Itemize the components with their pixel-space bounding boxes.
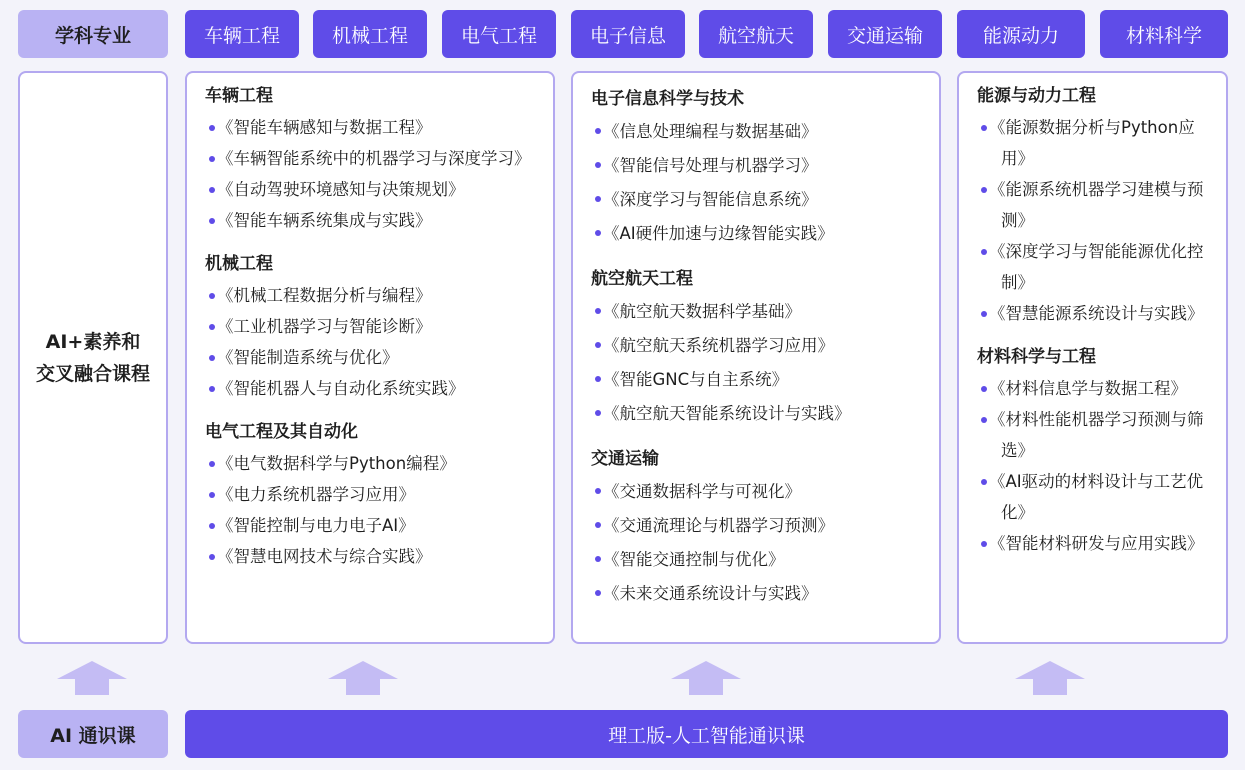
section-transportation [591, 447, 923, 611]
course-item: 《机械工程数据分析与编程》 [205, 280, 537, 311]
course-item: 《智能信号处理与机器学习》 [591, 149, 923, 183]
course-item: 《电气数据科学与Python编程》 [205, 448, 537, 479]
course-item: 《交通数据科学与可视化》 [591, 475, 923, 509]
course-item: 《AI驱动的材料设计与工艺优化》 [977, 466, 1214, 528]
category-label: 学科专业 [18, 10, 168, 58]
course-item: 《智能交通控制与优化》 [591, 543, 923, 577]
course-panel-3 [957, 71, 1228, 644]
course-item: 《车辆智能系统中的机器学习与深度学习》 [205, 143, 537, 174]
course-panel-2 [571, 71, 941, 644]
course-item: 《材料信息学与数据工程》 [977, 373, 1214, 404]
course-item: 《智慧能源系统设计与实践》 [977, 298, 1214, 329]
tab-energy-power[interactable]: 能源动力 [957, 10, 1085, 58]
tab-aerospace[interactable]: 航空航天 [699, 10, 813, 58]
tab-mechanical-engineering[interactable]: 机械工程 [313, 10, 427, 58]
course-item: 《深度学习与智能信息系统》 [591, 183, 923, 217]
section-electronic-information [591, 87, 923, 251]
tab-vehicle-engineering[interactable]: 车辆工程 [185, 10, 299, 58]
section-title: 电气工程及其自动化 [205, 422, 358, 442]
section-title: 机械工程 [205, 254, 273, 274]
course-item: 《航空航天系统机器学习应用》 [591, 329, 923, 363]
course-item: 《智能机器人与自动化系统实践》 [205, 373, 537, 404]
course-item: 《交通流理论与机器学习预测》 [591, 509, 923, 543]
course-item: 《电力系统机器学习应用》 [205, 479, 537, 510]
section-title: 电子信息科学与技术 [591, 89, 744, 109]
section-title: 交通运输 [591, 449, 659, 469]
section-title: 航空航天工程 [591, 269, 693, 289]
course-item: 《能源数据分析与Python应用》 [977, 112, 1214, 174]
tab-materials-science[interactable]: 材料科学 [1100, 10, 1228, 58]
course-item: 《信息处理编程与数据基础》 [591, 115, 923, 149]
tab-electrical-engineering[interactable]: 电气工程 [442, 10, 556, 58]
cross-discipline-panel [18, 71, 168, 644]
course-item: 《航空航天智能系统设计与实践》 [591, 397, 923, 431]
course-item: 《智能材料研发与应用实践》 [977, 528, 1214, 559]
section-title: 能源与动力工程 [977, 86, 1096, 106]
course-item: 《材料性能机器学习预测与筛选》 [977, 404, 1214, 466]
tab-transportation[interactable]: 交通运输 [828, 10, 942, 58]
course-item: 《智能车辆感知与数据工程》 [205, 112, 537, 143]
engineering-ai-course-bar[interactable]: 理工版-人工智能通识课 [185, 710, 1228, 758]
course-item: 《智能制造系统与优化》 [205, 342, 537, 373]
course-item: 《智能控制与电力电子AI》 [205, 510, 537, 541]
tab-electronic-information[interactable]: 电子信息 [571, 10, 685, 58]
section-energy-power [977, 84, 1214, 329]
section-title: 车辆工程 [205, 86, 273, 106]
up-arrow-icon [328, 661, 398, 695]
section-electrical-engineering [205, 420, 537, 572]
course-item: 《智能车辆系统集成与实践》 [205, 205, 537, 236]
section-materials-science [977, 345, 1214, 559]
up-arrow-icon [57, 661, 127, 695]
section-vehicle-engineering [205, 84, 537, 236]
course-item: 《AI硬件加速与边缘智能实践》 [591, 217, 923, 251]
course-item: 《航空航天数据科学基础》 [591, 295, 923, 329]
section-mechanical-engineering [205, 252, 537, 404]
course-item: 《能源系统机器学习建模与预测》 [977, 174, 1214, 236]
course-item: 《未来交通系统设计与实践》 [591, 577, 923, 611]
course-item: 《自动驾驶环境感知与决策规划》 [205, 174, 537, 205]
course-item: 《智慧电网技术与综合实践》 [205, 541, 537, 572]
section-aerospace-engineering [591, 267, 923, 431]
course-item: 《工业机器学习与智能诊断》 [205, 311, 537, 342]
course-item: 《智能GNC与自主系统》 [591, 363, 923, 397]
ai-general-course-label: AI 通识课 [18, 710, 168, 758]
up-arrow-icon [1015, 661, 1085, 695]
up-arrow-icon [671, 661, 741, 695]
course-item: 《深度学习与智能能源优化控制》 [977, 236, 1214, 298]
cross-discipline-label: AI+素养和 交叉融合课程 [35, 330, 150, 385]
course-panel-1 [185, 71, 555, 644]
section-title: 材料科学与工程 [977, 347, 1096, 367]
